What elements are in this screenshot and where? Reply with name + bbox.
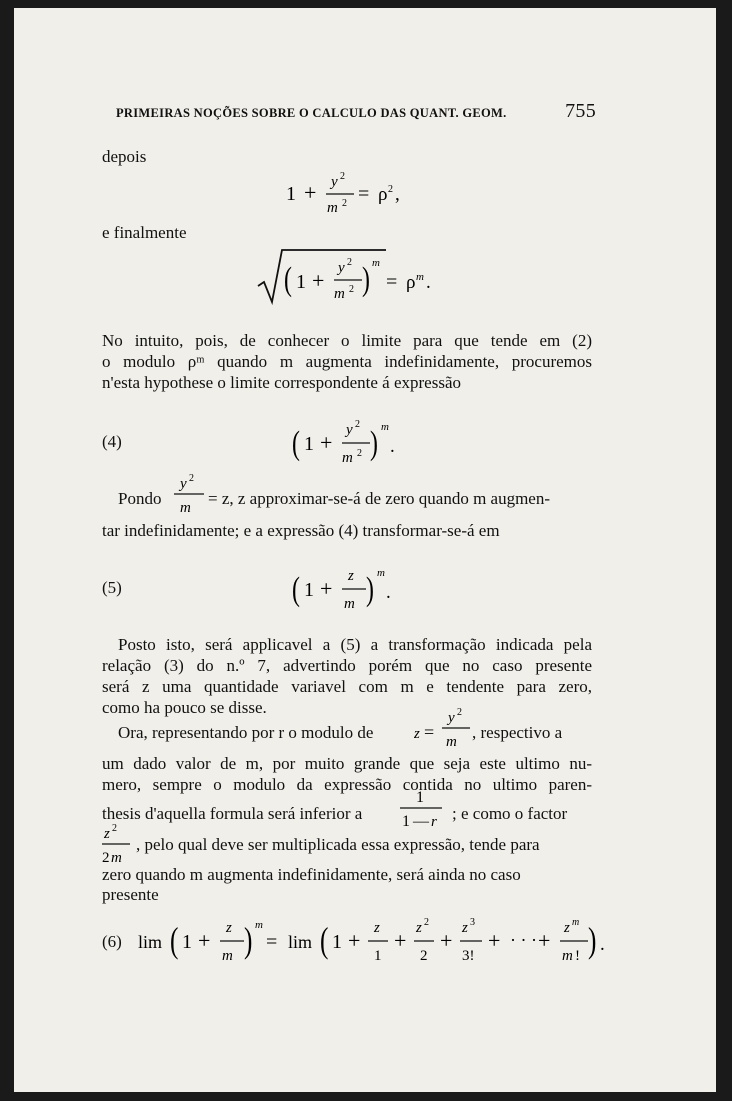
svg-text:m: m [377,567,385,579]
svg-text:· · ·: · · · [510,930,537,950]
presente-line: presente [102,885,159,904]
svg-text:(: ( [284,261,292,299]
svg-text:+: + [394,928,407,953]
svg-text:1: 1 [182,931,192,953]
pondo-end: = z, z approximar-se-á de zero quando m augmen- [208,489,551,508]
svg-text:(: ( [292,571,300,609]
fraction-z2-over-2m [100,820,136,870]
svg-text:1: 1 [402,813,410,830]
paragraph-line: como ha pouco se disse. [102,698,267,717]
svg-text:1: 1 [304,579,314,601]
svg-text:m: m [111,850,122,866]
svg-text:2: 2 [349,284,354,295]
running-header [116,100,596,123]
svg-text:m: m [372,257,380,269]
svg-text:r: r [431,814,437,830]
svg-text:+: + [198,928,211,953]
paragraph-posto [102,634,592,718]
svg-text:m: m [572,917,580,928]
svg-text:z: z [348,568,354,584]
svg-text:z: z [564,920,570,936]
svg-text:y: y [338,260,345,276]
svg-text:!: ! [575,948,580,964]
svg-text:z: z [414,726,420,742]
equation-4 [292,410,422,472]
svg-text:2: 2 [357,448,362,459]
svg-text:1: 1 [296,271,306,293]
svg-text:.: . [390,436,395,457]
svg-text:ρ: ρ [378,184,388,205]
svg-text:.: . [600,934,605,955]
lim-right: lim [288,932,313,952]
svg-text:1: 1 [374,948,382,964]
zero-line: zero quando m augmenta indefinidamente, será ainda no caso [102,865,521,884]
equation-label-4: (4) [102,432,122,451]
svg-text:—: — [413,813,429,830]
svg-text:(: ( [292,425,300,463]
svg-text:+: + [304,180,317,205]
svg-text:(: ( [170,919,179,961]
svg-text:2: 2 [189,473,194,484]
svg-text:m: m [416,271,424,283]
svg-text:=: = [358,183,370,205]
svg-text:): ) [244,919,253,961]
paragraph-line: n'esta hypothese o limite correspondente á expressão [102,373,462,392]
equation-5 [292,556,402,618]
svg-text:m: m [222,948,233,964]
equation-z-def [414,704,474,756]
svg-text:z: z [226,920,232,936]
svg-text:y: y [180,476,187,492]
svg-text:m: m [342,450,353,466]
svg-text:+: + [488,928,501,953]
paragraph-intuito [102,330,592,393]
ora-start: Ora, representando por r o modulo de [118,723,374,742]
svg-text:1: 1 [286,183,296,205]
equation-label-6: (6) [102,932,122,951]
svg-text:,: , [395,184,400,205]
svg-text:2: 2 [388,184,393,195]
equation-6 [138,906,608,976]
pondo-start: Pondo [118,489,162,508]
ora-end: , respectivo a [472,723,563,742]
svg-text:+: + [312,268,325,293]
svg-text:): ) [370,425,378,463]
svg-text:2: 2 [102,850,110,866]
svg-text:z: z [374,920,380,936]
svg-text:ρ: ρ [406,272,416,293]
svg-text:=: = [386,271,398,293]
fraction-one-over-one-minus-r [398,786,448,836]
phrase-e-finalmente: e finalmente [102,223,187,242]
paragraph-ora [102,753,592,795]
svg-text:): ) [362,261,370,299]
svg-text:2: 2 [340,171,345,182]
svg-text:2: 2 [342,198,347,209]
paragraph-line: mero, sempre o modulo da expressão contida no ultimo paren- [102,775,592,794]
svg-text:m: m [180,500,191,516]
paragraph-line: Posto isto, será applicavel a (5) a transformação indicada pela [118,635,592,654]
pondo-line-2: tar indefinidamente; e a expressão (4) transformar-se-á em [102,521,500,540]
equation-label-5: (5) [102,578,122,597]
pelo-line: , pelo qual deve ser multiplicada essa expressão, tende para [136,835,540,854]
paragraph-line: relação (3) do n.º 7, advertindo porém que no caso presente [102,656,592,675]
thesis-start: thesis d'aquella formula será inferior a [102,804,363,823]
equation-2 [254,244,454,308]
svg-text:z: z [462,920,468,936]
svg-text:+: + [538,928,551,953]
svg-text:): ) [366,571,374,609]
svg-text:z: z [104,826,110,842]
svg-text:y: y [448,710,455,726]
svg-text:m: m [562,948,573,964]
svg-text:2: 2 [457,707,462,718]
svg-text:+: + [348,928,361,953]
svg-text:z: z [416,920,422,936]
svg-text:y: y [331,174,338,190]
equation-1 [284,168,434,220]
svg-text:m: m [344,596,355,612]
paragraph-line: um dado valor de m, por muito grande que seja este ultimo nu- [102,754,592,773]
svg-text:1: 1 [304,433,314,455]
svg-text:2: 2 [112,823,117,834]
svg-text:m: m [381,421,389,433]
svg-text:=: = [266,931,278,953]
paragraph-line: será z uma quantidade variavel com m e tendente para zero, [102,677,592,696]
svg-text:1: 1 [332,931,342,953]
paragraph-line: No intuito, pois, de conhecer o limite para que tende em (2) [102,331,592,350]
svg-text:=: = [424,722,435,742]
svg-text:(: ( [320,919,329,961]
svg-text:+: + [320,430,333,455]
paragraph-line: o modulo ρᵐ quando m augmenta indefinidamente, procuremos [102,352,592,371]
book-page [14,8,716,1092]
svg-text:2: 2 [355,419,360,430]
svg-text:y: y [346,422,353,438]
svg-text:): ) [588,919,597,961]
svg-text:m: m [446,734,457,750]
svg-text:+: + [440,928,453,953]
thesis-end: ; e como o factor [452,804,568,823]
svg-text:.: . [426,272,431,293]
svg-text:3: 3 [470,917,475,928]
fraction-y2-over-m [172,472,206,524]
svg-text:3!: 3! [462,948,475,964]
svg-text:m: m [334,286,345,302]
lim-left: lim [138,932,163,952]
svg-text:2: 2 [424,917,429,928]
svg-text:1: 1 [416,789,424,806]
svg-text:2: 2 [420,948,428,964]
svg-text:.: . [386,582,391,603]
svg-text:+: + [320,576,333,601]
svg-text:m: m [255,919,263,931]
svg-text:2: 2 [347,257,352,268]
page-number: 755 [565,100,596,122]
word-depois: depois [102,147,147,166]
running-title: PRIMEIRAS NOÇÕES SOBRE O CALCULO DAS QUANT. GEOM. [116,106,507,120]
svg-text:m: m [327,200,338,216]
